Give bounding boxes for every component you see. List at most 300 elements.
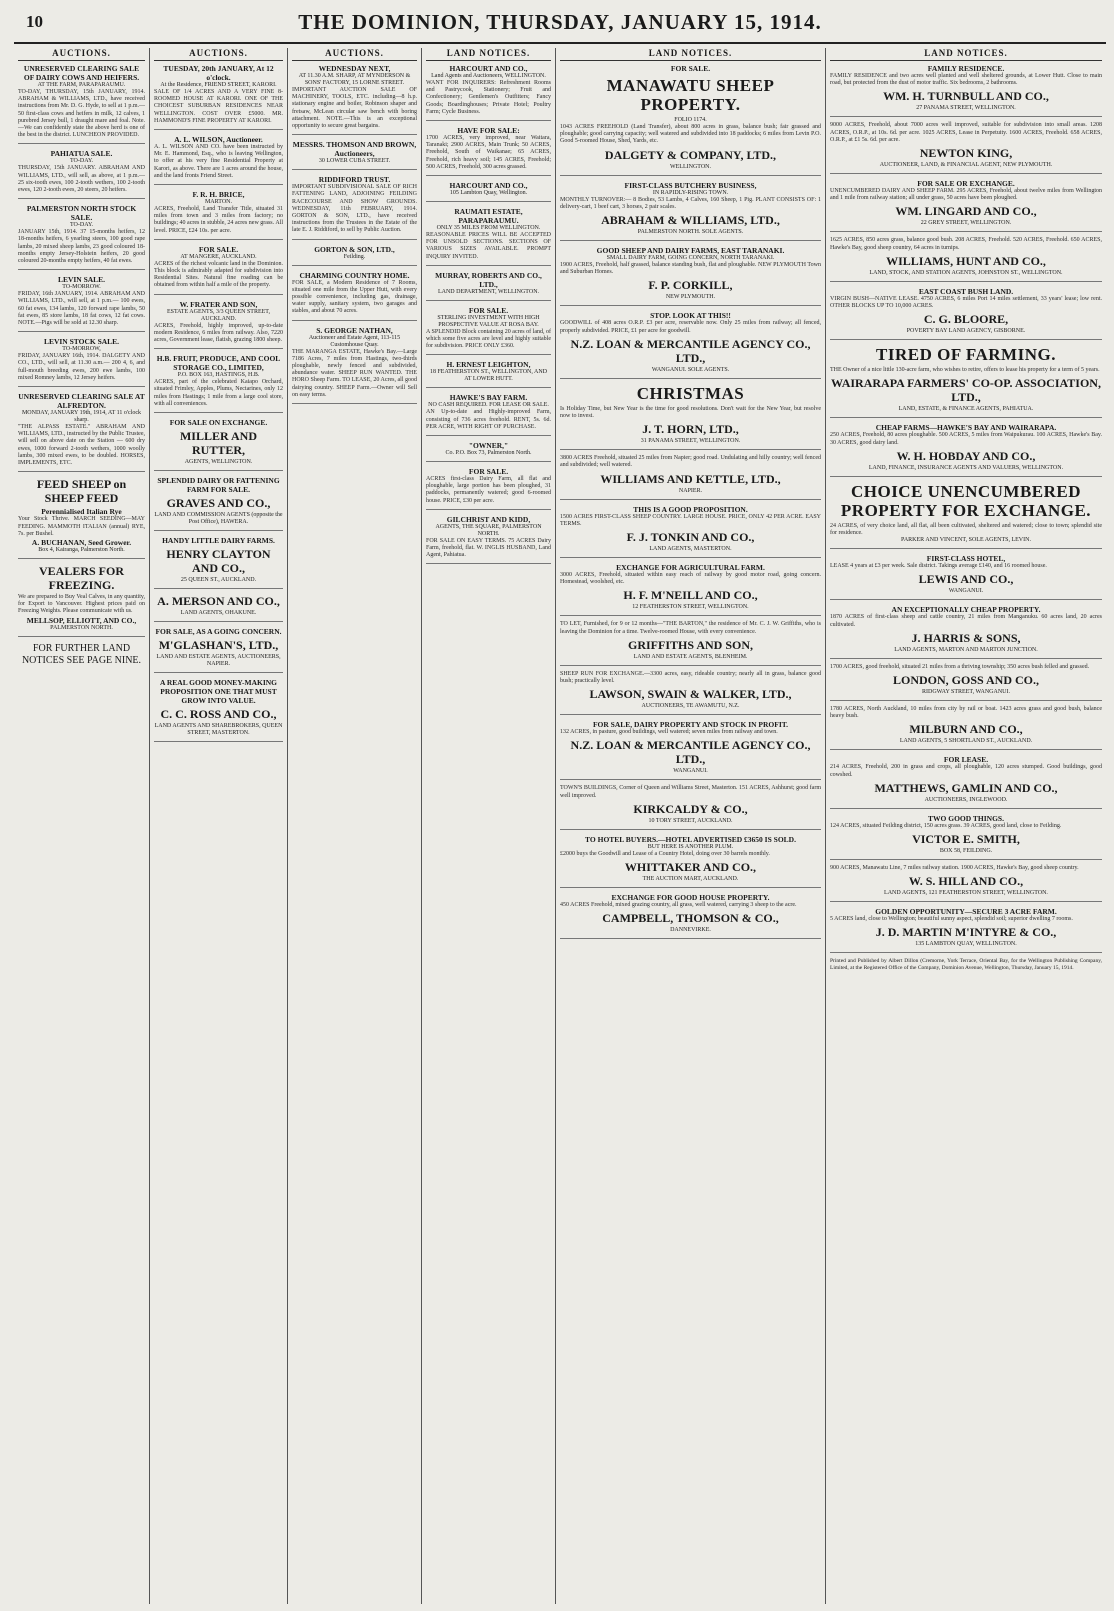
ad-subtitle: TO-MORROW. [62, 284, 101, 291]
ad-firm-name: DALGETY & COMPANY, LTD., [604, 147, 777, 162]
ad-title: FOR SALE, DAIRY PROPERTY AND STOCK IN PROFIT. [592, 720, 789, 730]
ad-title: TO HOTEL BUYERS.—HOTEL ADVERTISED £3650 IS SOLD. [585, 834, 796, 844]
ad-firm-name: LONDON, GOSS AND CO., [892, 673, 1040, 688]
ad-title: UNRESERVED CLEARING SALE AT ALFREDTON. [18, 392, 145, 411]
ad-body: 900 ACRES, Manawatu Line, 7 miles railway station. 1900 ACRES, Hawke's Bay, good sheep country. [830, 865, 1079, 872]
column-auctions-1 [14, 48, 150, 1604]
advertisement [830, 706, 1102, 750]
ad-firm-address: LAND, ESTATE, & FINANCE AGENTS, PAHIATUA. [898, 406, 1034, 413]
advertisement [560, 621, 821, 665]
advertisement [830, 64, 1102, 117]
ad-title: F. R. H. BRICE, [192, 190, 245, 200]
ad-title: HAWKE'S BAY FARM. [449, 393, 528, 403]
seed-ad-headline: FEED SHEEP on SHEEP FEED [36, 477, 127, 506]
ad-firm-address: LAND, STOCK, AND STATION AGENTS, JOHNSTON ST., WELLINGTON. [869, 269, 1063, 276]
ad-title: HANDY LITTLE DAIRY FARMS. [162, 536, 275, 546]
ad-firm-name: MILBURN AND CO., [909, 722, 1023, 737]
column-auctions-3 [288, 48, 422, 1604]
ad-subtitle: ONLY 35 MILES FROM WELLINGTON. [436, 225, 541, 232]
ad-title: FOR SALE ON EXCHANGE. [169, 418, 268, 428]
ad-firm-name: LEWIS AND CO., [918, 572, 1014, 587]
advertisement [830, 287, 1102, 340]
ad-subtitle: LAND DEPARTMENT, WELLINGTON. [437, 288, 540, 295]
ad-firm-name: ABRAHAM & WILLIAMS, LTD., [601, 213, 780, 228]
ad-body: 1500 ACRES FIRST-CLASS SHEEP COUNTRY. LARGE HOUSE. PRICE, ONLY 42 PER ACRE. EASY TERMS. [560, 513, 821, 527]
ad-title: CHARMING COUNTRY HOME. [299, 270, 410, 280]
ad-body: FAMILY RESIDENCE and two acres well planted and well sheltered grounds, at Lower Hutt. Close to main road, but protected from the dust of motor traffic. Six bedrooms, 2 bathrooms. [830, 73, 1102, 87]
advertisement [560, 893, 821, 939]
ad-body: JANUARY 15th, 1914. 37 15-months heifers, 12 18-months heifers, 6 yearling steers, 100 good rape lambs, 20 mixed sheep lambs, 23 good coloured 18-months empty Jersey-Holstein heifers, 20 good coloured 20-months empty heifers, 40 fat ewes. [18, 229, 145, 265]
ad-title: TUESDAY, 20th JANUARY, At 12 o'clock. [163, 64, 274, 82]
advertisement [426, 64, 551, 121]
column-heading: AUCTIONS. [292, 48, 417, 61]
ad-firm-address: 25 QUEEN ST., AUCKLAND. [180, 577, 257, 584]
column-heading: AUCTIONS. [154, 48, 283, 61]
ad-list [154, 64, 283, 413]
ad-title: H. ERNEST LEIGHTON, [446, 360, 531, 370]
ad-title: GORTON & SON, LTD., [314, 244, 395, 254]
advertisement [830, 554, 1102, 600]
ad-body: 3000 ACRES, Freehold, situated within easy reach of railway by good motor road, going concern. Homestead, woolshed, etc. [560, 572, 821, 586]
ad-firm-address: 22 GREY STREET, WELLINGTON. [920, 220, 1012, 227]
advertisement [560, 384, 821, 450]
ad-firm-address: AGENTS, WELLINGTON. [184, 459, 253, 466]
ad-subtitle: BUT HERE IS ANOTHER PLUM. [647, 843, 734, 850]
ad-body: AN Up-to-date and Highly-improved Farm, consisting of 736 acres freehold. RENT, 5s. 6d. PER ACRE, WITH RIGHT OF PURCHASE. [426, 409, 551, 430]
ad-subtitle: 18 FEATHERSTON ST., WELLINGTON, AND AT LOWER HUTT. [429, 369, 548, 383]
ad-title: AN EXCEPTIONALLY CHEAP PROPERTY. [891, 605, 1041, 615]
page-number: 10 [26, 12, 43, 31]
ad-firm-name: F. P. CORKILL, [648, 278, 733, 293]
ad-firm-name: N.Z. LOAN & MERCANTILE AGENCY CO., LTD., [570, 336, 811, 365]
vealers-ad-address: PALMERSTON NORTH. [50, 624, 113, 631]
advertisement [426, 393, 551, 436]
advertisement [18, 275, 145, 332]
ad-firm-address: LAND AGENTS, MASTERTON. [649, 546, 732, 553]
ad-firm-address: WANGANUI. SOLE AGENTS. [651, 366, 730, 373]
ad-firm-name: WHITTAKER AND CO., [624, 860, 757, 875]
newspaper-page [14, 8, 1106, 1604]
ad-title: GOLDEN OPPORTUNITY—SECURE 3 ACRE FARM. [875, 907, 1057, 917]
ross-ad [154, 678, 283, 742]
advertisement [560, 455, 821, 499]
ad-firm-name: WM. H. TURNBULL AND CO., [883, 89, 1049, 104]
ad-subtitle: 30 LOWER CUBA STREET. [318, 158, 391, 165]
ad-firm-address: PARKER AND VINCENT, SOLE AGENTS, LEVIN. [901, 537, 1031, 544]
ad-firm-name: MILLER AND RUTTER, [179, 429, 257, 458]
ad-title: GILCHRIST AND KIDD, [446, 514, 531, 524]
ad-body: TO LET, Furnished, for 9 or 12 months—"THE BARTON," the residence of Mr. C. J. W. Griffiths, who is leaving the Dominion for a time. Twelve-roomed House, with every convenience. [560, 621, 821, 635]
ad-firm-name: GRAVES AND CO., [166, 496, 271, 511]
graves-ad [154, 476, 283, 531]
ad-firm-address: WANGANUI. [948, 588, 984, 595]
ad-firm-address: LAND AND ESTATE AGENTS, AUCTIONEERS, NAPIER. [156, 654, 281, 668]
ad-firm-address: LAND AGENTS AND SHAREBROKERS, QUEEN STREET, MASTERTON. [154, 723, 283, 737]
advertisement [426, 181, 551, 202]
ad-firm-name: J. HARRIS & SONS, [911, 630, 1021, 645]
column-heading: LAND NOTICES. [560, 48, 821, 61]
advertisement [426, 360, 551, 388]
ad-firm-address: LAND AND ESTATE AGENTS, BLENHEIM. [633, 653, 748, 660]
ad-firm-address: 27 PANAMA STREET, WELLINGTON. [916, 105, 1016, 112]
advertisement [426, 467, 551, 510]
ad-title: FOR SALE. [198, 244, 239, 254]
ad-body: GOODWILL of 408 acres O.R.P. £3 per acre, reservable now. Only 25 miles from railway; all fenced, properly subdivided. PRICE, £1 per acre for goodwill. [560, 320, 821, 334]
ad-subtitle: IN RAPIDLY-RISING TOWN. [652, 189, 729, 196]
ad-title: "OWNER," [468, 441, 509, 451]
mcglashan-ad [154, 627, 283, 673]
ad-body: ACRES, Freehold, highly improved, up-to-date modern Residence, 6 miles from railway. Also, 7220 acres, Government lease, flatish, grazing 1800 sheep. [154, 322, 283, 344]
ad-body: 1700 ACRES, very improved, near Waitara, Taranaki; 2900 ACRES, Main Trunk; 50 ACRES, Freehold, South of Waikanae; 65 ACRES, Freehold, rich heavy soil; 145 ACRES, Freehold; 500 ACRES, Freehold, 300 acres grassed. [426, 135, 551, 170]
miller-rutter-ad [154, 418, 283, 471]
advertisement [830, 345, 1102, 418]
advertisement [18, 204, 145, 270]
ad-subtitle: NO CASH REQUIRED. FOR LEASE OR SALE. [428, 402, 549, 409]
ad-body: TO-DAY, THURSDAY, 15th JANUARY, 1914. ABRAHAM & WILLIAMS, LTD., have received instructions from Mr. D. G. Hyde, to sell at 1 p.m.— 50 first-class cows and heifers in milk, 12 calves, 1 purebred Jersey bull, 1 draught mare and foal. Note.—We can confidently state the above herd is one of the best in the district. LUNCHEON PROVIDED. [18, 89, 145, 139]
ad-body: THURSDAY, 15th JANUARY. ABRAHAM AND WILLIAMS, LTD., will sell, as above, at 1 p.m.— 25 six-tooth ewes, 100 2-tooth wethers, 100 2-tooth ewes, 120 2-tooth ewes, 20 steers, 20 heifers. [18, 165, 145, 194]
advertisement [154, 64, 283, 130]
ad-subtitle: P.O. BOX 163, HASTINGS, H.B. [177, 372, 260, 379]
ad-title: RAUMATI ESTATE, PARAPARAUMU. [454, 207, 523, 226]
seed-ad-address: Box 4, Kairanga, Palmerston North. [38, 546, 125, 553]
column-land-1 [422, 48, 556, 1604]
ad-subtitle: AGENTS, THE SQUARE, PALMERSTON NORTH. [435, 523, 542, 537]
ad-subtitle: SMALL DAIRY FARM, GOING CONCERN, NORTH TARANAKI. [606, 255, 775, 262]
vealers-ad-body: We are prepared to Buy Veal Calves, in any quantity, for Export to Vancouver. Highest prices paid on Freezing Weights. Please communicate with us. [18, 593, 145, 615]
ad-firm-name: LAWSON, SWAIN & WALKER, LTD., [589, 687, 792, 702]
ad-subtitle: Auctioneer and Estate Agent, 113-115 Customhouse Quay. [308, 334, 401, 348]
ad-firm-name: KIRKCALDY & CO., [633, 801, 748, 816]
vealers-ad-seller: MELLSOP, ELLIOTT, AND CO., [26, 615, 137, 625]
merson-ad [154, 594, 283, 622]
ad-body: SALE OF 1/4 ACRES AND A VERY FINE 8-ROOMED HOUSE AT KARORI. ONE OF THE CHOICEST SUBURBAN RESIDENCES NEAR WELLINGTON. COST OVER £5000. MR. HAMMOND'S FINE PROPERTY AT KARORI. [154, 89, 283, 124]
advertisement [830, 122, 1102, 174]
ad-title: W. FRATER AND SON, [179, 299, 258, 309]
advertisement [830, 179, 1102, 232]
ad-body: SHEEP RUN FOR EXCHANGE.—3300 acres, easy, rideable country; nearly all in grass, balance good bush; practically level. [560, 670, 821, 685]
advertisement [830, 814, 1102, 860]
ad-firm-name: F. J. TONKIN AND CO., [626, 530, 755, 545]
ad-firm-address: AUCTIONEERS, INGLEWOOD. [924, 796, 1008, 803]
ad-body: A. L. WILSON AND CO. have been instructed by Mr. E. Hammond, Esq., who is leaving Wellington, to offer at his very fine Residential Property at Karori, as above. There are 1 acres around the house, and the land fronts Friend Street. [154, 144, 283, 179]
ad-subtitle: STERLING INVESTMENT WITH HIGH PROSPECTIVE VALUE AT ROSA BAY. [437, 314, 540, 328]
advertisement [560, 785, 821, 829]
ad-firm-address: PALMERSTON NORTH. SOLE AGENTS. [637, 229, 744, 236]
ad-firm-address: THE AUCTION MART, AUCKLAND. [642, 876, 739, 883]
advertisement [154, 190, 283, 240]
ad-title: WEDNESDAY NEXT, [318, 64, 391, 73]
ad-body: 1870 ACRES of first-class sheep and cattle country, 21 miles from Manganuku. 60 acres land, 20 acres cultivated. [830, 614, 1102, 628]
ad-firm-address: LAND, FINANCE, INSURANCE AGENTS AND VALUERS, WELLINGTON. [868, 464, 1064, 471]
advertisement [292, 245, 417, 266]
ad-firm-name: MATTHEWS, GAMLIN AND CO., [874, 780, 1058, 795]
column-land-2 [556, 48, 826, 1604]
advertisement [18, 64, 145, 144]
ad-title: S. GEORGE NATHAN, [316, 325, 393, 335]
ad-subtitle: MARTON. [204, 199, 233, 206]
ad-title: FOR LEASE. [943, 755, 989, 765]
ad-subtitle: FOLIO 1174. [674, 117, 707, 123]
ad-title: LEVIN STOCK SALE. [43, 337, 120, 347]
ad-title: FIRST-CLASS HOTEL, [926, 554, 1006, 564]
ad-firm-name: W. H. HOBDAY AND CO., [896, 448, 1036, 463]
ad-title: HAVE FOR SALE: [457, 126, 520, 136]
ad-title: HARCOURT AND CO., [449, 64, 528, 73]
ad-title: H.B. FRUIT, PRODUCE, AND COOL STORAGE CO., LIMITED, [156, 354, 281, 373]
ad-firm-address: LAND AND COMMISSION AGENTS (opposite the Post Office), HAWERA. [154, 512, 283, 526]
ad-body: 1043 ACRES FREEHOLD (Land Transfer), about 800 acres in grass, balance bush; fair grassed and ploughable; good carrying capacity; well watered and subdivided into 18 paddocks; 6 miles from Levin P.O. Good 5-roomed House, Shed, Yards, etc. [560, 124, 821, 145]
ad-title: FOR SALE OR EXCHANGE. [917, 179, 1015, 189]
ad-title: FOR SALE. [670, 64, 711, 73]
column-heading: AUCTIONS. [18, 48, 145, 61]
ad-subtitle: TO-DAY. [69, 222, 94, 229]
ad-firm-name: C. C. ROSS AND CO., [160, 707, 277, 722]
ad-body: VIRGIN BUSH—NATIVE LEASE. 4750 ACRES, 6 miles Port 14 miles settlement, 33 years' lease; low rent. OTHER BLOCKS UP TO 10,000 ACRES. [830, 295, 1102, 310]
ad-headline: CHOICE UNENCUMBERED PROPERTY FOR EXCHANGE. [840, 481, 1092, 520]
advertisement [18, 392, 145, 472]
advertisement [830, 237, 1102, 281]
advertisement [154, 354, 283, 413]
ad-subtitle: ESTATE AGENTS, 3/3 QUEEN STREET, AUCKLAND. [166, 308, 271, 322]
ad-subtitle: Feilding. [343, 253, 366, 260]
ad-list [830, 64, 1102, 953]
ad-firm-name: NEWTON KING, [919, 146, 1013, 161]
ad-title: CHEAP FARMS—HAWKE'S BAY AND WAIRARAPA. [875, 423, 1057, 433]
ad-firm-address: 31 PANAMA STREET, WELLINGTON. [640, 438, 741, 445]
ad-title: HARCOURT AND CO., [449, 181, 528, 191]
ad-subtitle: AT THE FARM, PARAPARAUMU. [37, 82, 126, 88]
advertisement [426, 306, 551, 356]
ad-body: FOR SALE ON EASY TERMS. 75 ACRES Dairy Farm, freehold, flat. W. INGLIS HUSBAND, Land Agent, Pahiatua. [426, 537, 551, 559]
ad-body: 1700 ACRES, good freehold, situated 21 miles from a thriving township; 350 acres bush felled and grassed. [830, 663, 1090, 670]
advertisement [830, 482, 1102, 549]
advertisement [560, 311, 821, 378]
ad-firm-name: CAMPBELL, THOMSON & CO., [602, 911, 779, 926]
ad-title: PAHIATUA SALE. [50, 149, 113, 159]
ad-firm-address: POVERTY BAY LAND AGENCY, GISBORNE. [906, 328, 1026, 335]
advertisement [560, 563, 821, 616]
ad-title: LEVIN SALE. [57, 275, 106, 285]
advertisement [18, 149, 145, 199]
ad-body: FOR SALE, a Modern Residence of 7 Rooms, situated one mile from the Upper Hutt, with every possible convenience, including gas, drainage, water supply, sanitary system, two garages and stables, and about 70 acres. [292, 279, 417, 315]
ad-title: PALMERSTON NORTH STOCK SALE. [26, 204, 137, 223]
seed-ad-seller: A. BUCHANAN, Seed Grower. [31, 537, 132, 547]
ad-list [426, 64, 551, 564]
ad-subtitle: AT MANGERE, AUCKLAND. [180, 253, 257, 260]
ad-firm-name: J. T. HORN, LTD., [642, 422, 739, 437]
ad-body: 1900 ACRES, Freehold, half grassed, balance standing bush, flat and ploughable. NEW PLYMOUTH Town and Suburban Homes. [560, 262, 821, 276]
advertisement [426, 271, 551, 301]
ad-firm-address: BOX 58, FEILDING. [939, 848, 993, 855]
ad-title: UNRESERVED CLEARING SALE OF DAIRY COWS AND HEIFERS. [23, 64, 140, 82]
ad-firm-address: DANNEVIRKE. [670, 927, 711, 934]
ad-title: GOOD SHEEP AND DAIRY FARMS, EAST TARANAKI. [596, 246, 785, 256]
advertisement [830, 865, 1102, 902]
ad-title: A. L. WILSON, Auctioneer. [174, 135, 263, 145]
advertisement [292, 326, 417, 404]
ad-headline: TIRED OF FARMING. [876, 345, 1056, 365]
ad-body: 1625 ACRES, 850 acres grass, balance good bush. 208 ACRES, Freehold. 520 ACRES, Freehold. 650 ACRES, Hawke's Bay, good sheep country, 64 acres in turnips. [830, 237, 1102, 251]
ad-firm-address: 10 TORY STREET, AUCKLAND. [648, 817, 733, 824]
advertisement [154, 300, 283, 350]
advertisement [830, 605, 1102, 658]
ad-firm-name: WILLIAMS AND KETTLE, LTD., [600, 471, 781, 486]
vealers-ad [18, 564, 145, 637]
ad-title: SPLENDID DAIRY OR FATTENING FARM FOR SALE. [157, 476, 280, 495]
ad-body: 5 ACRES land, close to Wellington; beautiful sunny aspect, splendid soil; superior dwelling 7 rooms. [830, 916, 1073, 923]
advertisement [560, 64, 821, 176]
ad-body: THE MARANGA ESTATE, Hawke's Bay.—Large 7186 Acres, 7 miles from Hastings, two-thirds ploughable, newly fenced and subdivided, abundance water. SHEEP RUN WANTED. THE HORO Sheep Farm. TO LEASE, 20 Acres, all good dairying country. SHEEP Farm.—Owner will Sell on easy terms. [292, 348, 417, 398]
ad-firm-address: LAND AGENTS, OHAKUNE. [180, 610, 257, 617]
ad-title: EXCHANGE FOR GOOD HOUSE PROPERTY. [611, 893, 770, 903]
advertisement [830, 423, 1102, 476]
ad-firm-address: WANGANUI. [673, 768, 708, 775]
ad-title: MESSRS. THOMSON AND BROWN, Auctioneers, [292, 140, 417, 159]
ad-subtitle: 105 Lambton Quay, Wellington. [449, 190, 528, 197]
advertisement [426, 207, 551, 266]
clayton-ad [154, 536, 283, 589]
advertisement [292, 175, 417, 239]
column-land-3 [826, 48, 1106, 1604]
ad-subtitle: AT 11.30 A.M. SHARP, AT MYNDERSON & SONS' FACTORY, 15 LORNE STREET. [298, 73, 411, 86]
ad-firm-name: WM. LINGARD AND CO., [895, 204, 1037, 219]
ad-firm-name: HENRY CLAYTON AND CO., [166, 547, 271, 576]
ad-body: REASONABLE PRICES WILL BE ACCEPTED FOR UNSOLD SECTIONS. SECTIONS OF VARIOUS SIZES AVAILABLE. PROMPT INQUIRY INVITED. [426, 232, 551, 260]
columns [14, 48, 1106, 1604]
ad-body: 450 ACRES Freehold, mixed grazing country, all grass, well watered, carrying 3 sheep to the acre. [560, 902, 797, 909]
ad-firm-name: A. MERSON AND CO., [157, 594, 280, 609]
ad-body: Is Holiday Time, but New Year is the time for good resolutions. Don't wait for the New Year, but resolve now to invest. [560, 405, 821, 420]
ad-subtitle: TO-MORROW, [62, 346, 101, 353]
ad-body: FRIDAY, JANUARY 16th, 1914. DALGETY AND CO., LTD., will sell, at 11.30 a.m.— 200 4, 6, and full-mouth breeding ewes, 200 ewe lambs, 100 mixed Romney lambs, 12 Jersey heifers. [18, 353, 145, 381]
advertisement [292, 271, 417, 321]
ad-subtitle: Land Agents and Auctioneers, WELLINGTON. [431, 73, 546, 79]
ad-body: ACRES, part of the celebrated Kaiapo Orchard, situated Frimley, Apples, Plums, Nectarines, only 12 miles from Hastings; 1 mile from a large cool store, with all conveniences. [154, 379, 283, 407]
ad-firm-address: NEW PLYMOUTH. [665, 294, 716, 301]
ad-body: £2000 buys the Goodwill and Lease of a Country Hotel, doing over 30 barrels monthly. [560, 850, 770, 857]
ad-body: TOWN'S BUILDINGS, Corner of Queen and Williams Street, Masterton. 151 ACRES, Ashhurst; good farm well improved. [560, 785, 821, 799]
ad-firm-address: LAND AGENTS, 121 FEATHERSTON STREET, WELLINGTON. [884, 890, 1048, 897]
ad-body: 214 ACRES, Freehold, 200 in grass and crops, all ploughable, 120 acres stumped. Good buildings, good cowshed. [830, 764, 1102, 778]
advertisement [426, 515, 551, 565]
ad-firm-address: 135 LAMBTON QUAY, WELLINGTON. [915, 941, 1017, 948]
ad-title: FOR SALE. [468, 467, 509, 477]
ad-firm-name: C. G. BLOORE, [923, 312, 1009, 327]
seed-ad [18, 477, 145, 559]
advertisement [560, 720, 821, 780]
ad-body: FRIDAY, 16th JANUARY, 1914. ABRAHAM AND WILLIAMS, LTD., will sell, at 1 p.m.— 100 ewes, 60 fat ewes, 134 lambs, 120 forward rape lambs, 50 fat ewes, 85 store lambs, 18 fat cows, 12 fat cows. NOTE.—Pigs will be sold at 12.30 sharp. [18, 291, 145, 327]
advertisement [830, 907, 1102, 953]
masthead-title: THE DOMINION, THURSDAY, JANUARY 15, 1914. [298, 10, 822, 34]
ad-firm-name: M'GLASHAN'S, LTD., [158, 638, 279, 653]
advertisement [426, 126, 551, 176]
ad-firm-address: NAPIER. [678, 487, 703, 494]
advertisement [560, 246, 821, 306]
ad-title: MURRAY, ROBERTS AND CO., LTD., [435, 270, 542, 289]
ad-body: ACRES first-class Dairy Farm, all flat and ploughable, large portion has been ploughed, 31 paddocks, permanently watered; good 6-roomed house. PRICE, £30 per acre. [426, 476, 551, 504]
advertisement [292, 64, 417, 135]
ad-firm-name: W. S. HILL AND CO., [908, 874, 1024, 889]
ad-body: 24 ACRES, of very choice land, all flat, all been cultivated, sheltered and watered; close to town; splendid site for residence. [830, 522, 1102, 537]
ad-firm-name: WILLIAMS, HUNT AND CO., [886, 253, 1046, 268]
advertisement [560, 835, 821, 888]
ad-body: 9000 ACRES, Freehold, about 7000 acres well improved, suitable for subdivision into small areas. 1208 ACRES, O.R.P., at 10s. 6d. per acre. 1025 ACRES, Lease in Perpetuity. 1600 ACRES, Freehold. 658 ACRES, O.R.P., at £1 5s. 6d. per acre. [830, 122, 1102, 143]
advertisement [830, 664, 1102, 701]
advertisement [560, 181, 821, 241]
ad-firm-name: GRIFFITHS AND SON, [627, 637, 754, 652]
ad-firm-address: RIDGWAY STREET, WANGANUI. [922, 689, 1010, 696]
ad-firm-address: LAND AGENTS, MARTON AND MARTON JUNCTION. [894, 646, 1038, 653]
advertisement [830, 755, 1102, 808]
ad-list [560, 64, 821, 939]
ad-title: FAMILY RESIDENCE. [927, 64, 1005, 73]
ad-title: THIS IS A GOOD PROPOSITION. [633, 504, 748, 514]
vealers-ad-headline: VEALERS FOR FREEZING. [38, 563, 124, 592]
ad-body: UNENCUMBERED DAIRY AND SHEEP FARM. 295 ACRES, Freehold, about twelve miles from Wellington and 1 mile from railway station; all under grass, 50 acres have been ploughed. [830, 188, 1102, 202]
column-heading: LAND NOTICES. [830, 48, 1102, 61]
ad-list [18, 64, 145, 472]
ad-subtitle: Co. P.O. Box 73, Palmerston North. [445, 450, 532, 457]
ad-body: 1780 ACRES, North Auckland, 10 miles from city by rail or boat. 1423 acres grass and good bush, balance heavy bush. [830, 706, 1102, 720]
ad-firm-name: H. F. M'NEILL AND CO., [623, 588, 758, 603]
ad-subtitle: At the Residence, FRIEND STREET, KARORI. [160, 82, 277, 88]
seed-ad-sub: Perennialised Italian Rye [41, 507, 122, 517]
ad-firm-name: VICTOR E. SMITH, [912, 832, 1020, 847]
ad-title: EXCHANGE FOR AGRICULTURAL FARM. [616, 563, 765, 573]
ad-firm-address: AUCTIONEERS, TE AWAMUTU, N.Z. [641, 703, 740, 710]
ad-title: FOR SALE. [468, 305, 509, 315]
ad-firm-address: WELLINGTON. [669, 163, 712, 170]
ad-body: "THE ALPASS ESTATE." ABRAHAM AND WILLIAMS, LTD., instructed by the Public Trustee, will sell on above date on the Station — 600 dry ewes, 1000 forward 2-tooth wethers, 1000 woolly lambs, 300 mixed ewes, to be doubled. HORSES, IMPLEMENTS, ETC. [18, 424, 145, 467]
column-auctions-2 [150, 48, 288, 1604]
ad-title: EAST COAST BUSH LAND. [918, 286, 1014, 296]
ad-subtitle: MONDAY, JANUARY 19th, 1914, AT 11 o'clock sharp. [21, 410, 142, 424]
ad-body: IMPORTANT AUCTION SALE OF MACHINERY, TOOLS, ETC. including—8 h.p. stationary engine and boiler, Robinson shaper and fretsaw, McLean circular saw bench with boring attachment. NOTE.—This is an exceptional opportunity to secure great bargains. [292, 87, 417, 130]
ad-title: FOR SALE, AS A GOING CONCERN. [155, 627, 282, 637]
ad-body: MONTHLY TURNOVER:— 8 Bodies, 53 Lambs, 4 Calves, 160 Sheep, 1 Pig. PLANT CONSISTS OF: 1 delivery-cart, 1 beef cart, 3 horses, 2 pair scales. [560, 196, 821, 210]
ad-body: ACRES, Freehold, Land Transfer Title, situated 31 miles from town and 3 miles from factory; no buildings; 40 acres in stubble, 24 acres new grass. All level. PRICE, £24 10s. per acre. [154, 206, 283, 234]
column-heading: LAND NOTICES. [426, 48, 551, 61]
imprint: Printed and Published by Albert Dillon (Cremorne, York Terrace, Oriental Bay, for the Wellington Publishing Company, Limited, at the Registered Office of the Company, Dominion Avenue, Wellington, Thursday, January 15, 1914. [830, 958, 1102, 971]
ad-firm-address: AUCTIONEER, LAND, & FINANCIAL AGENT, NEW PLYMOUTH. [879, 162, 1053, 169]
ad-title: A REAL GOOD MONEY-MAKING PROPOSITION ONE THAT MUST GROW INTO VALUE. [159, 678, 278, 706]
advertisement [426, 441, 551, 462]
ad-list [292, 64, 417, 404]
advertisement [154, 245, 283, 295]
advertisement [18, 337, 145, 387]
ad-body: 250 ACRES, Freehold, 80 acres ploughable. 500 ACRES, 5 miles from Waipukurau. 100 ACRES, Hawke's Bay. 30 ACRES, good dairy land. [830, 432, 1102, 446]
masthead [14, 8, 1106, 44]
ad-body: 3800 ACRES Freehold, situated 25 miles from Napier; good road. Undulating and hilly country; well fenced and subdivided; well watered. [560, 455, 821, 469]
ad-body: IMPORTANT SUBDIVISIONAL SALE OF RICH FATTENING LAND, ADJOINING FEILDING RACECOURSE AND SHOW GROUNDS. WEDNESDAY, 11th FEBRUARY, 1914. GORTON & SON, LTD., have received instructions from the Trustees in the Estate of the late E. J. Riddiford, to sell by Public Auction. [292, 184, 417, 234]
ad-headline: MANAWATU SHEEP PROPERTY. [606, 76, 775, 114]
further-notices-note: FOR FURTHER LAND NOTICES SEE PAGE NINE. [21, 642, 142, 666]
ad-body: LEASE 4 years at £3 per week. Sale district. Takings average £140, and 16 roomed house. [830, 563, 1047, 570]
ad-body: 124 ACRES, situated Feilding district, 150 acres grass. 39 ACRES, good land, close to Feilding. [830, 822, 1062, 829]
ad-subtitle: TO-DAY. [69, 158, 94, 165]
ad-title: RIDDIFORD TRUST. [318, 175, 391, 185]
ad-title: TWO GOOD THINGS. [928, 813, 1004, 823]
ad-body: THE Owner of a nice little 130-acre farm, who wishes to retire, offers to lease his property for a term of 5 years. [830, 367, 1100, 374]
advertisement [560, 671, 821, 715]
advertisement [154, 135, 283, 185]
ad-body: ACRES of the richest volcanic land in the Dominion. This block is admirably adapted for subdivision into Residential Sites. Natural fine roading can be obtained from within half a mile of the property. [154, 260, 283, 289]
ad-body: 132 ACRES, in pasture, good buildings, well watered; seven miles from railway and town. [560, 729, 778, 736]
ad-firm-name: WAIRARAPA FARMERS' CO-OP. ASSOCIATION, LTD., [831, 376, 1101, 405]
ad-firm-name: J. D. MARTIN M'INTYRE & CO., [875, 925, 1057, 940]
advertisement [292, 140, 417, 170]
ad-firm-address: LAND AGENTS, 5 SHORTLAND ST., AUCKLAND. [899, 738, 1033, 745]
